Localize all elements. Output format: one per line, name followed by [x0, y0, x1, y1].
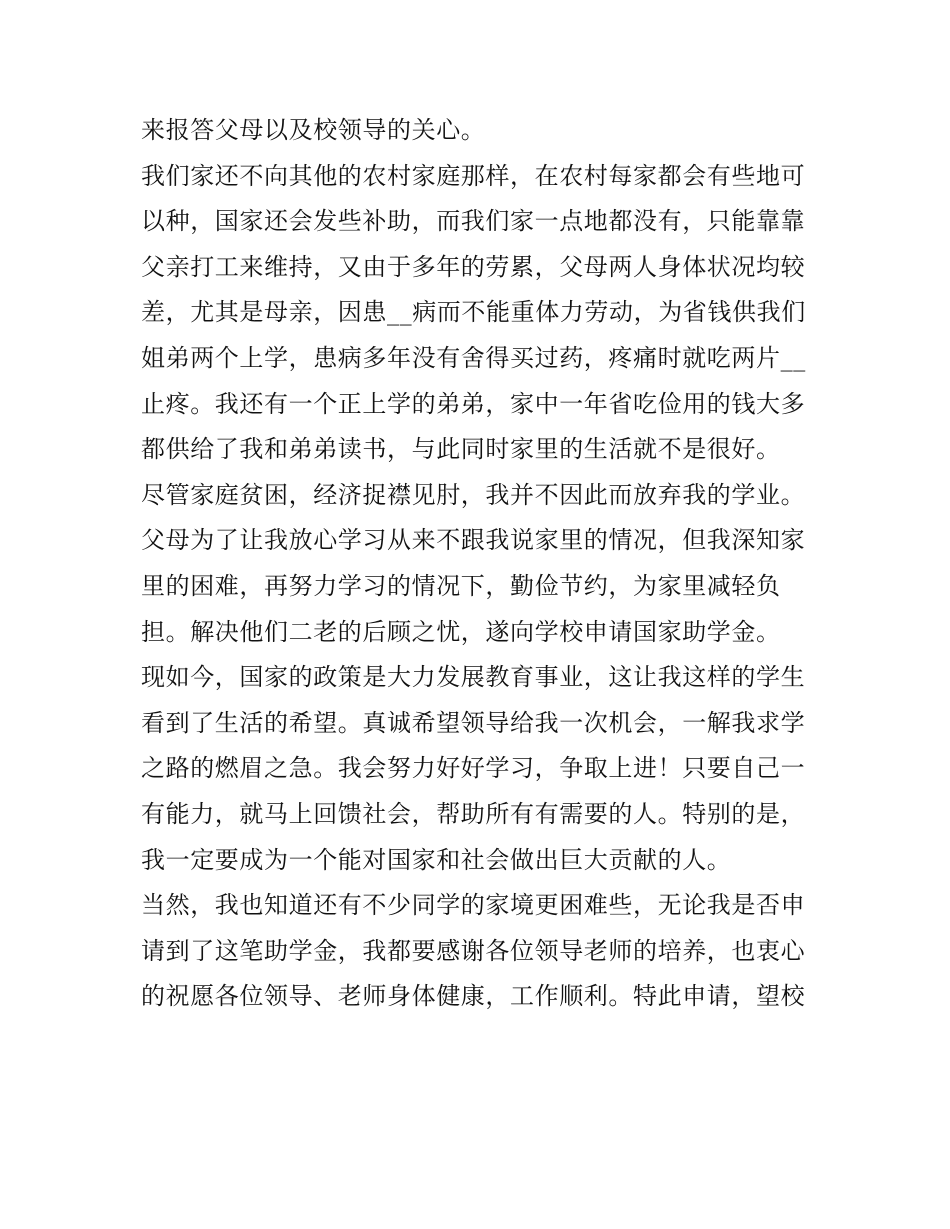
text-line: 有能力，就马上回馈社会，帮助所有有需要的人。特别的是， — [141, 799, 806, 828]
text-line: 担。解决他们二老的后顾之忧，遂向学校申请国家助学金。 — [141, 617, 781, 646]
text-line: 之路的燃眉之急。我会努力好好学习，争取上进！只要自己一 — [141, 754, 806, 783]
text-line: 尽管家庭贫困，经济捉襟见肘，我并不因此而放弃我的学业。 — [141, 480, 806, 509]
text-line: 止疼。我还有一个正上学的弟弟，家中一年省吃俭用的钱大多 — [141, 389, 806, 418]
text-line: 姐弟两个上学，患病多年没有舍得买过药，疼痛时就吃两片__ — [141, 343, 806, 372]
text-line: 差，尤其是母亲，因患__病而不能重体力劳动，为省钱供我们 — [141, 298, 806, 327]
text-line: 里的困难，再努力学习的情况下，勤俭节约，为家里减轻负 — [141, 571, 781, 600]
text-line: 看到了生活的希望。真诚希望领导给我一次机会，一解我求学 — [141, 708, 806, 737]
document-body — [141, 108, 831, 1020]
text-line: 我们家还不向其他的农村家庭那样，在农村每家都会有些地可 — [141, 161, 806, 190]
text-line: 以种，国家还会发些补助，而我们家一点地都没有，只能靠靠 — [141, 207, 806, 236]
text-line: 我一定要成为一个能对国家和社会做出巨大贡献的人。 — [141, 845, 732, 874]
text-line: 请到了这笔助学金，我都要感谢各位领导老师的培养，也衷心 — [141, 936, 806, 965]
text-line: 都供给了我和弟弟读书，与此同时家里的生活就不是很好。 — [141, 435, 781, 464]
text-line: 现如今，国家的政策是大力发展教育事业，这让我这样的学生 — [141, 663, 806, 692]
text-line: 父母为了让我放心学习从来不跟我说家里的情况，但我深知家 — [141, 526, 806, 555]
text-line: 父亲打工来维持，又由于多年的劳累，父母两人身体状况均较 — [141, 252, 806, 281]
text-line: 来报答父母以及校领导的关心。 — [141, 116, 486, 144]
text-line: 当然，我也知道还有不少同学的家境更困难些，无论我是否申 — [141, 891, 806, 920]
text-line: 的祝愿各位领导、老师身体健康，工作顺利。特此申请，望校 — [141, 982, 806, 1011]
